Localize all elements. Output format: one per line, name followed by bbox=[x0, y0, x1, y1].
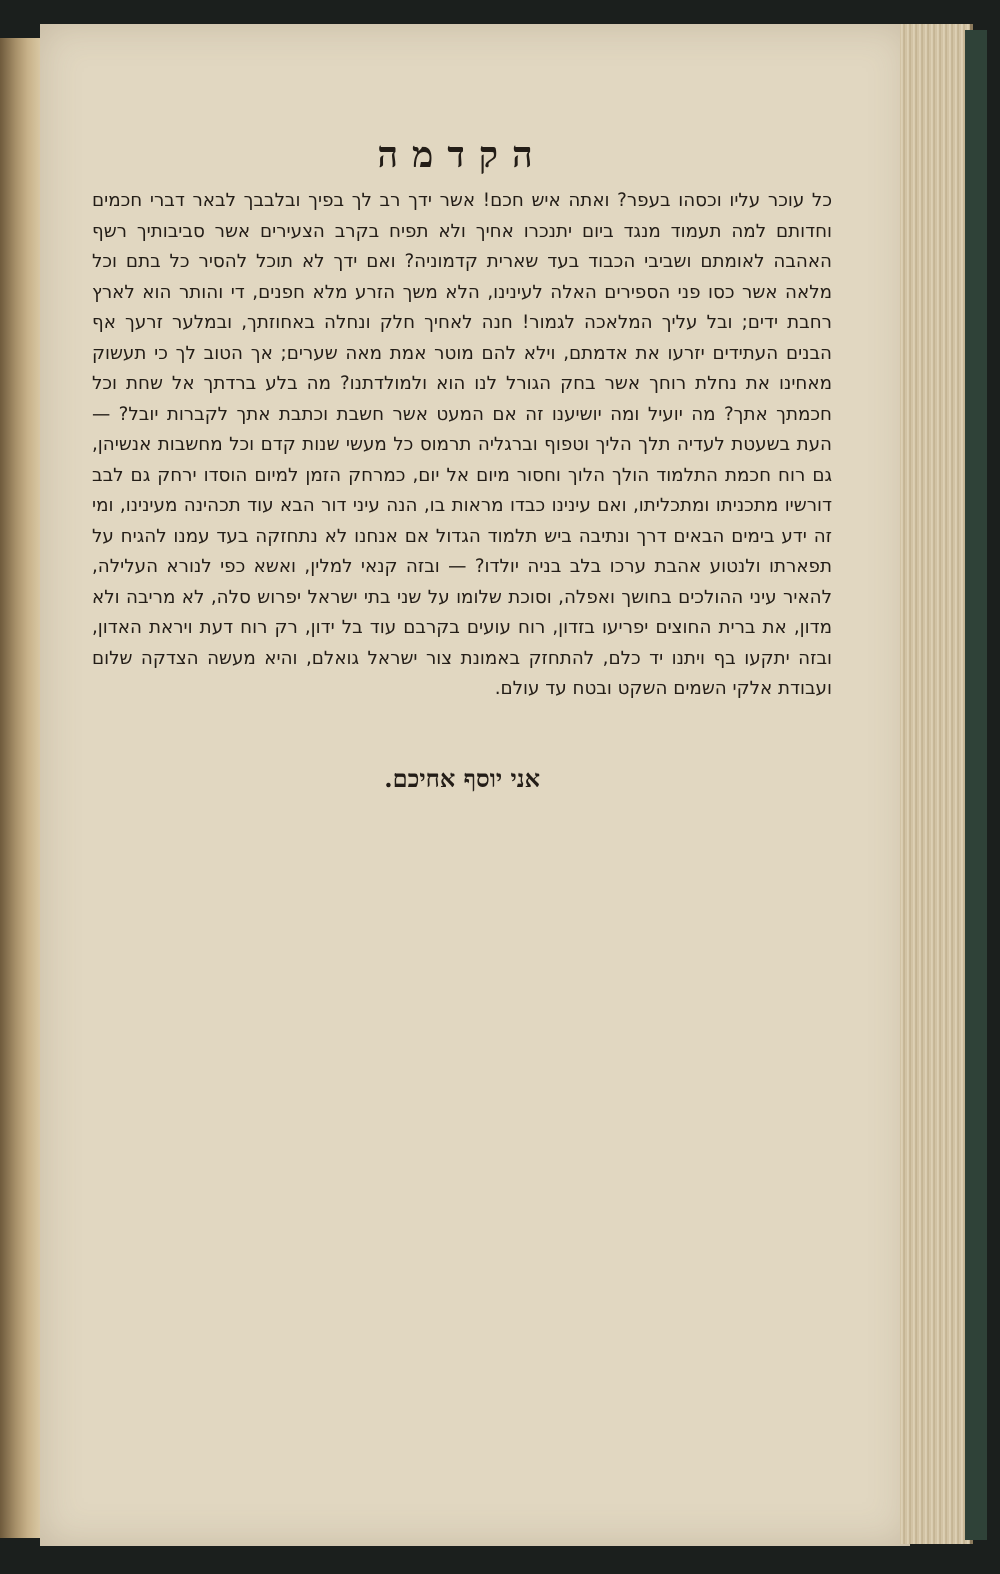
author-signature: אני יוסף אחיכם. bbox=[384, 764, 540, 793]
page-stack-edges bbox=[900, 24, 973, 1544]
page-content bbox=[92, 134, 832, 705]
book-page bbox=[40, 24, 910, 1546]
book-cover-edge bbox=[965, 30, 987, 1540]
left-page-edge bbox=[0, 38, 40, 1538]
introduction-paragraph: כל עוכר עליו וכסהו בעפר? ואתה איש חכם! אשר ידך רב לך בפיך ובלבבך לבאר דברי חכמים וחדותם למה תעמוד מנגד ביום יתנכרו אחיך ולא תפיח בקרב הצעירים אשר סביבותיך רשף האהבה לאומתם ושביבי הכבוד בעד שארית קדמוניה? ואם ידך לא תוכל להסיר כל בתם וכל מלאה אשר כסו פני הספירים האלה לעינינו, הלא משך הזרע מלא חפנים, די והותר הוא לארץ רחבת ידים; ובל עליך המלאכה לגמור! חנה לאחיך חלק ונחלה באחוזתך, ובמלער זרעך אף הבנים העתידים יזרעו את אדמתם, וילא להם מוטר אמת מאה שערים; אך הטוב לך כי תעשוק מאחינו את נחלת רוחך אשר בחק הגורל לנו הוא ולמולדתנו? מה בלע ברדתך אל שחת וכל חכמתך אתך? מה יועיל ומה יושיענו זה אם המעט אשר חשבת וכתבת אתך לקברות יובל? — העת בשעטת לעדיה תלך הליך וטפוף וברגליה תרמוס כל מעשי שנות קדם וכל מחשבות אנשיהן, גם רוח חכמת התלמוד הולך הלוך וחסור מיום אל יום, כמרחק הזמן למיום הוסדו ירחק גם לבב דורשיו מתכניתו ומתכליתו, ואם עינינו כבדו מראות בו, הנה עיני דור הבא עוד תכהינה מעינינו, ומי זה ידע בימים הבאים דרך ונתיבה ביש תלמוד הגדול אם אנחנו לא נתחזקה בעד עמנו להגיח על תפארתו ולנטוע אהבת ערכו בלב בניה יולדו? — ובזה קנאי למלין, ואשא כפי לנורא העלילה, להאיר עיני ההולכים בחושך ואפלה, וסוכת שלומו על שני בתי ישראל יפרוש סלה, לא מריבה ולא מדון, את ברית החוצים יפריעו בזדון, רוח עועים בקרבם עוד בל ידון, רק רוח דעת ויראת האדון, ובזה יתקעו בף ויתנו יד כלם, להתחזק באמונת צור ישראל גואלם, והיא מעשה הצדקה שלום ועבודת אלקי השמים השקט ובטח עד עולם. bbox=[92, 190, 832, 699]
page-title: הקדמה bbox=[377, 134, 547, 176]
